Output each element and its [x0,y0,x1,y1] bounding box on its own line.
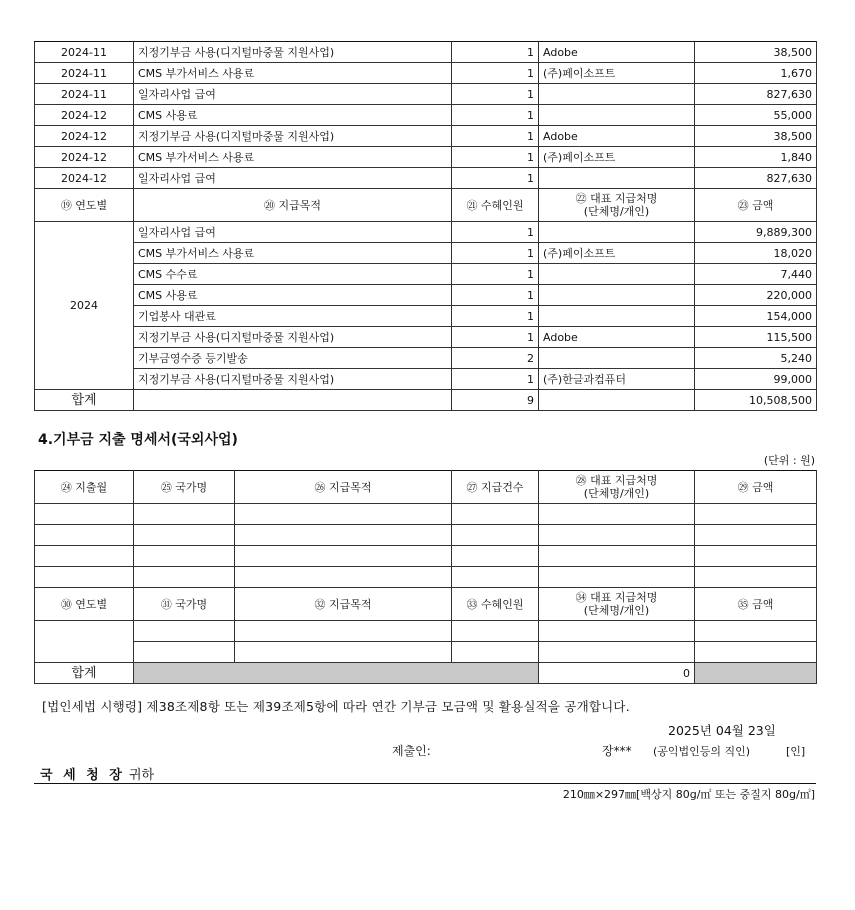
amount-header: ㉓ 금액 [695,189,817,222]
divider [34,783,816,784]
purpose-cell: 지정기부금 사용(디지털마중물 지원사업) [134,126,452,147]
amount-header: ㉙ 금액 [695,471,817,504]
recipient [40,764,154,783]
total-amount: 10,508,500 [695,390,817,411]
payee-cell: Adobe [539,327,695,348]
amount-cell: 5,240 [695,348,817,369]
overseas-total-row [35,663,817,684]
payee-cell [539,168,695,189]
annual-total-row [35,390,817,411]
count-header: ㉗ 지급건수 [452,471,539,504]
count-cell: 1 [452,147,539,168]
total-count: 9 [452,390,539,411]
total-label: 합계 [35,390,134,411]
section-title: 4.기부금 지출 명세서(국외사업) [38,432,238,448]
table-row [35,63,817,84]
count-cell: 1 [452,327,539,348]
purpose-cell: CMS 부가서비스 사용료 [134,243,452,264]
payee-cell [539,306,695,327]
year-cell: 2024 [35,222,134,390]
beneficiaries-header: ㉝ 수혜인원 [452,588,539,621]
month-header: ㉔ 지출월 [35,471,134,504]
purpose-header: ⑳ 지급목적 [134,189,452,222]
payee-cell [539,264,695,285]
month-cell: 2024-11 [35,42,134,63]
count-cell: 1 [452,264,539,285]
year-header: ㉚ 연도별 [35,588,134,621]
amount-cell: 99,000 [695,369,817,390]
purpose-cell: 일자리사업 급여 [134,222,452,243]
count-cell: 1 [452,168,539,189]
purpose-cell: CMS 수수료 [134,264,452,285]
table-row [35,147,817,168]
legal-notice: [법인세법 시행령] 제38조제8항 또는 제39조제5항에 따라 연간 기부금 모금액 및 활용실적을 공개합니다. [42,699,630,714]
purpose-cell: 지정기부금 사용(디지털마중물 지원사업) [134,327,452,348]
table-row [35,126,817,147]
total-label: 합계 [35,663,134,684]
recipient-name: 국 세 청 장 [40,768,125,783]
overseas-expense-table [34,470,817,684]
payee-header: ㉘ 대표 지급처명 (단체명/개인) [539,471,695,504]
purpose-cell: CMS 부가서비스 사용료 [134,63,452,84]
count-cell: 1 [452,84,539,105]
submitter-label: 제출인: [392,744,431,758]
table-row [35,222,817,243]
amount-cell: 115,500 [695,327,817,348]
payee-header: ㉞ 대표 지급처명 (단체명/개인) [539,588,695,621]
payee-cell: (주)페이소프트 [539,243,695,264]
purpose-header: ㉖ 지급목적 [235,471,452,504]
table-row [35,546,817,567]
month-cell: 2024-12 [35,105,134,126]
table-row [35,168,817,189]
purpose-cell: CMS 부가서비스 사용료 [134,147,452,168]
payee-cell: (주)한글과컴퓨터 [539,369,695,390]
count-cell: 1 [452,126,539,147]
amount-cell: 827,630 [695,84,817,105]
purpose-cell: CMS 사용료 [134,105,452,126]
count-cell: 1 [452,222,539,243]
amount-cell: 827,630 [695,168,817,189]
amount-cell: 1,840 [695,147,817,168]
count-cell: 1 [452,285,539,306]
purpose-header: ㉜ 지급목적 [235,588,452,621]
table-row [35,306,817,327]
domestic-expense-table [34,41,817,411]
payee-cell [539,285,695,306]
table-row [35,621,817,642]
table-row [35,285,817,306]
amount-header: ㉟ 금액 [695,588,817,621]
count-cell: 1 [452,42,539,63]
month-cell: 2024-11 [35,84,134,105]
payee-cell: Adobe [539,42,695,63]
count-cell: 1 [452,306,539,327]
overseas-monthly-header [35,471,817,504]
purpose-cell: 일자리사업 급여 [134,168,452,189]
submission-date: 2025년 04월 23일 [668,723,776,738]
amount-cell: 18,020 [695,243,817,264]
table-row [35,504,817,525]
purpose-cell: 일자리사업 급여 [134,84,452,105]
country-header: ㉛ 국가명 [134,588,235,621]
amount-cell: 1,670 [695,63,817,84]
amount-cell: 7,440 [695,264,817,285]
unit-label: (단위 : 원) [763,454,815,467]
count-cell: 1 [452,369,539,390]
table-row [35,84,817,105]
table-row [35,264,817,285]
table-row [35,348,817,369]
annual-header-row [35,189,817,222]
payee-cell [539,348,695,369]
payee-header: ㉒ 대표 지급처명 (단체명/개인) [539,189,695,222]
paper-spec: 210㎜×297㎜[백상지 80g/㎡ 또는 중질지 80g/㎡] [562,788,815,801]
table-row [35,105,817,126]
count-cell: 1 [452,63,539,84]
seal-mark: [인] [786,745,806,758]
overseas-annual-header [35,588,817,621]
month-cell: 2024-12 [35,126,134,147]
purpose-cell: 지정기부금 사용(디지털마중물 지원사업) [134,42,452,63]
payee-cell [539,105,695,126]
table-row [35,369,817,390]
submitter-name: 장*** [602,744,632,758]
purpose-cell: 기업봉사 대관료 [134,306,452,327]
table-row [35,243,817,264]
table-row [35,327,817,348]
year-header: ⑲ 연도별 [35,189,134,222]
amount-cell: 9,889,300 [695,222,817,243]
payee-cell: (주)페이소프트 [539,147,695,168]
purpose-cell: 기부금영수증 등기발송 [134,348,452,369]
month-cell: 2024-11 [35,63,134,84]
recipient-suffix: 귀하 [128,768,155,783]
count-cell: 2 [452,348,539,369]
table-row [35,567,817,588]
payee-cell: (주)페이소프트 [539,63,695,84]
amount-cell: 154,000 [695,306,817,327]
table-row [35,642,817,663]
amount-cell: 220,000 [695,285,817,306]
payee-cell [539,84,695,105]
month-cell: 2024-12 [35,168,134,189]
month-cell: 2024-12 [35,147,134,168]
purpose-cell: CMS 사용료 [134,285,452,306]
amount-cell: 55,000 [695,105,817,126]
submitter-role: (공익법인등의 직인) [653,745,751,758]
amount-cell: 38,500 [695,42,817,63]
count-cell: 1 [452,105,539,126]
amount-cell: 38,500 [695,126,817,147]
total-count: 0 [539,663,695,684]
payee-cell [539,222,695,243]
payee-cell: Adobe [539,126,695,147]
purpose-cell: 지정기부금 사용(디지털마중물 지원사업) [134,369,452,390]
table-row [35,525,817,546]
count-cell: 1 [452,243,539,264]
beneficiaries-header: ㉑ 수혜인원 [452,189,539,222]
table-row [35,42,817,63]
country-header: ㉕ 국가명 [134,471,235,504]
